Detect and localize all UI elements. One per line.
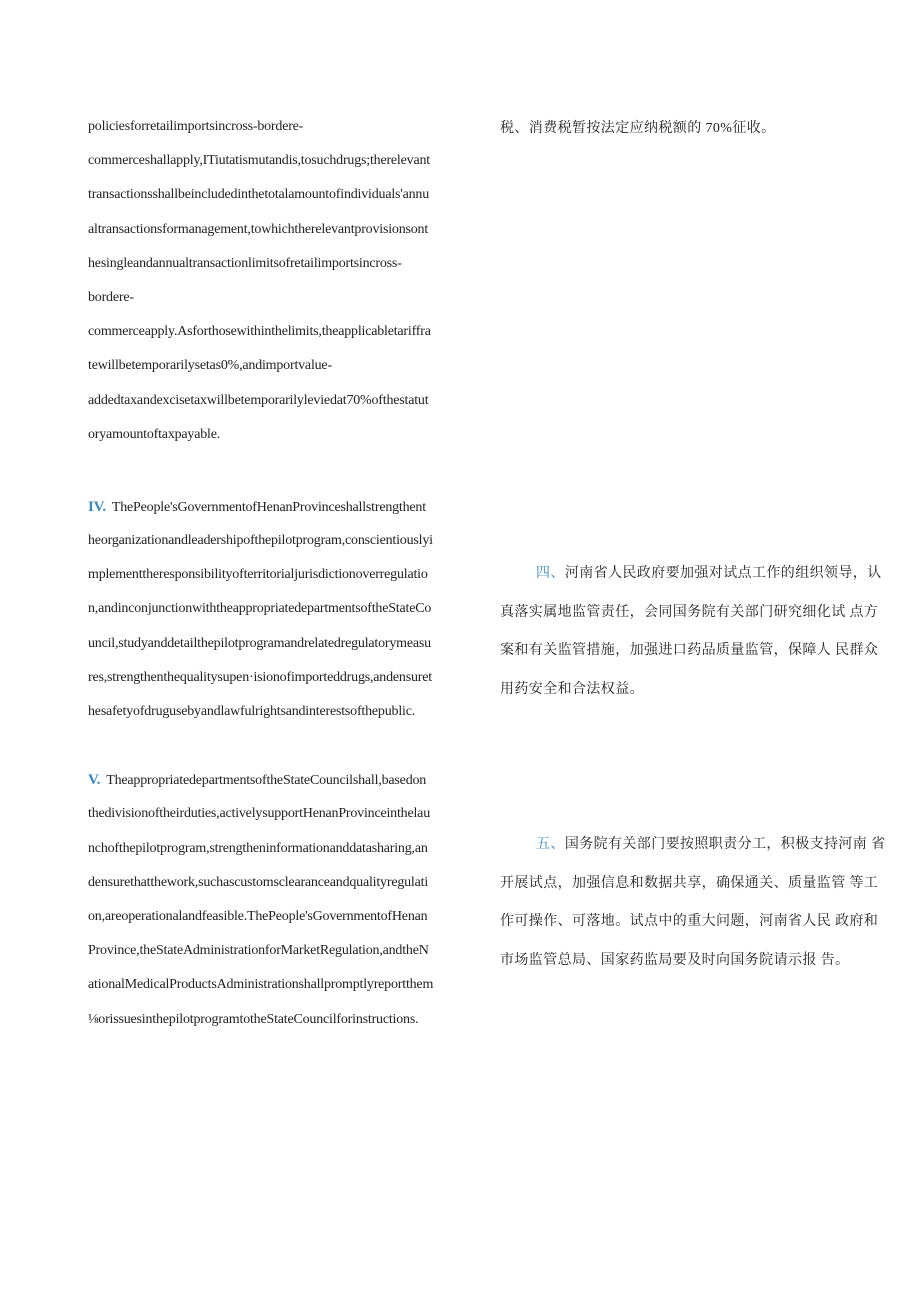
- text-line: densurethatthework,suchascustomsclearanceandqualityregulati: [88, 874, 429, 890]
- text-line: commerceshallapply,ITiutatismutandis,tosuchdrugs;therelevant: [88, 153, 430, 169]
- text-line: hesingleandannualtransactionlimitsofretailimportsincross-: [88, 255, 402, 271]
- text-line: 五、国务院有关部门要按照职责分工，积极支持河南 省: [536, 837, 886, 852]
- text-line: 案和有关监管措施，加强进口药品质量监管，保障人 民群众: [500, 643, 879, 659]
- text-line: 四、河南省人民政府要加强对试点工作的组织领导，认: [536, 566, 882, 581]
- left-column-english: [88, 110, 483, 1037]
- text-line: ationalMedicalProductsAdministrationshallpromptlyreportthem: [88, 977, 434, 993]
- section-marker-5-zh: 五、: [536, 837, 565, 852]
- text-line: hesafetyofdrugusebyandlawfulrightsandinterestsofthepublic.: [88, 704, 416, 719]
- text-line: oryamountoftaxpayable.: [88, 426, 221, 442]
- paragraph-3-continuation-zh: 税、消费税暂按法定应纳税额的 70%征收。: [500, 121, 776, 136]
- text-line: heorganizationandleadershipofthepilotprogram,conscientiouslyi: [88, 533, 433, 549]
- text-line: policiesforretailimportsincross-bordere-: [88, 119, 304, 134]
- text-line: V. TheappropriatedepartmentsoftheStateCouncilshall,basedon: [88, 772, 427, 789]
- section-marker-4-zh: 四、: [536, 566, 565, 581]
- text-line: commerceapply.Asforthosewithinthelimits,theapplicabletariffra: [88, 324, 431, 340]
- text-line: altransactionsformanagement,towhichtherelevantprovisionsont: [88, 221, 429, 237]
- text-line: 真落实属地监管责任，会同国务院有关部门研究细化试 点方: [500, 604, 879, 620]
- paragraph-4-zh: [500, 555, 900, 709]
- section-marker-v: V.: [88, 772, 101, 789]
- text-line: transactionsshallbeincludedinthetotalamountofindividuals'annu: [88, 187, 430, 203]
- right-column-chinese: [500, 110, 900, 149]
- text-line: on,areoperationalandfeasible.ThePeople'sGovernmentofHenan: [88, 908, 428, 924]
- text-line: Province,theStateAdministrationforMarketRegulation,andtheN: [88, 943, 429, 959]
- text-line: nchofthepilotprogram,strengtheninformationanddatasharing,an: [88, 840, 428, 856]
- text-line: tewillbetemporarilysetas0%,andimportvalue-: [88, 358, 332, 374]
- text-line: uncil,studyanddetailthepilotprogramandrelatedregulatorymeasu: [88, 635, 431, 651]
- text-line: mplementtheresponsibilityofterritorialjurisdictionoverregulatio: [88, 567, 428, 583]
- text-line: 市场监管总局、国家药监局要及时向国务院请示报 告。: [500, 952, 850, 968]
- section-marker-iv: IV.: [88, 498, 106, 515]
- paragraph-3-continuation-en: [88, 110, 483, 452]
- text-line: 作可操作、可落地。试点中的重大问题，河南省人民 政府和: [500, 914, 879, 930]
- paragraph-4-en: [88, 490, 483, 729]
- paragraph-5-zh: [500, 826, 900, 980]
- text-line: thedivisionoftheirduties,activelysupportHenanProvinceinthelau: [88, 806, 430, 822]
- text-line: res,strengthenthequalitysupen·isionofimporteddrugs,andensuret: [88, 669, 432, 685]
- text-line: addedtaxandexcisetaxwillbetemporarilyleviedat70%ofthestatut: [88, 392, 429, 408]
- paragraph-5-en: [88, 763, 483, 1037]
- text-line: bordere-: [88, 289, 134, 305]
- text-line: 用药安全和合法权益。: [500, 681, 644, 697]
- text-line: n,andinconjunctionwiththeappropriatedepartmentsoftheStateCo: [88, 601, 432, 617]
- text-line: IV. ThePeople'sGovernmentofHenanProvinceshallstrengthent: [88, 498, 426, 515]
- text-line: 开展试点，加强信息和数据共享，确保通关、质量监管 等工: [500, 875, 879, 891]
- text-line: ⅛orissuesinthepilotprogramtotheStateCouncilforinstructions.: [88, 1011, 419, 1027]
